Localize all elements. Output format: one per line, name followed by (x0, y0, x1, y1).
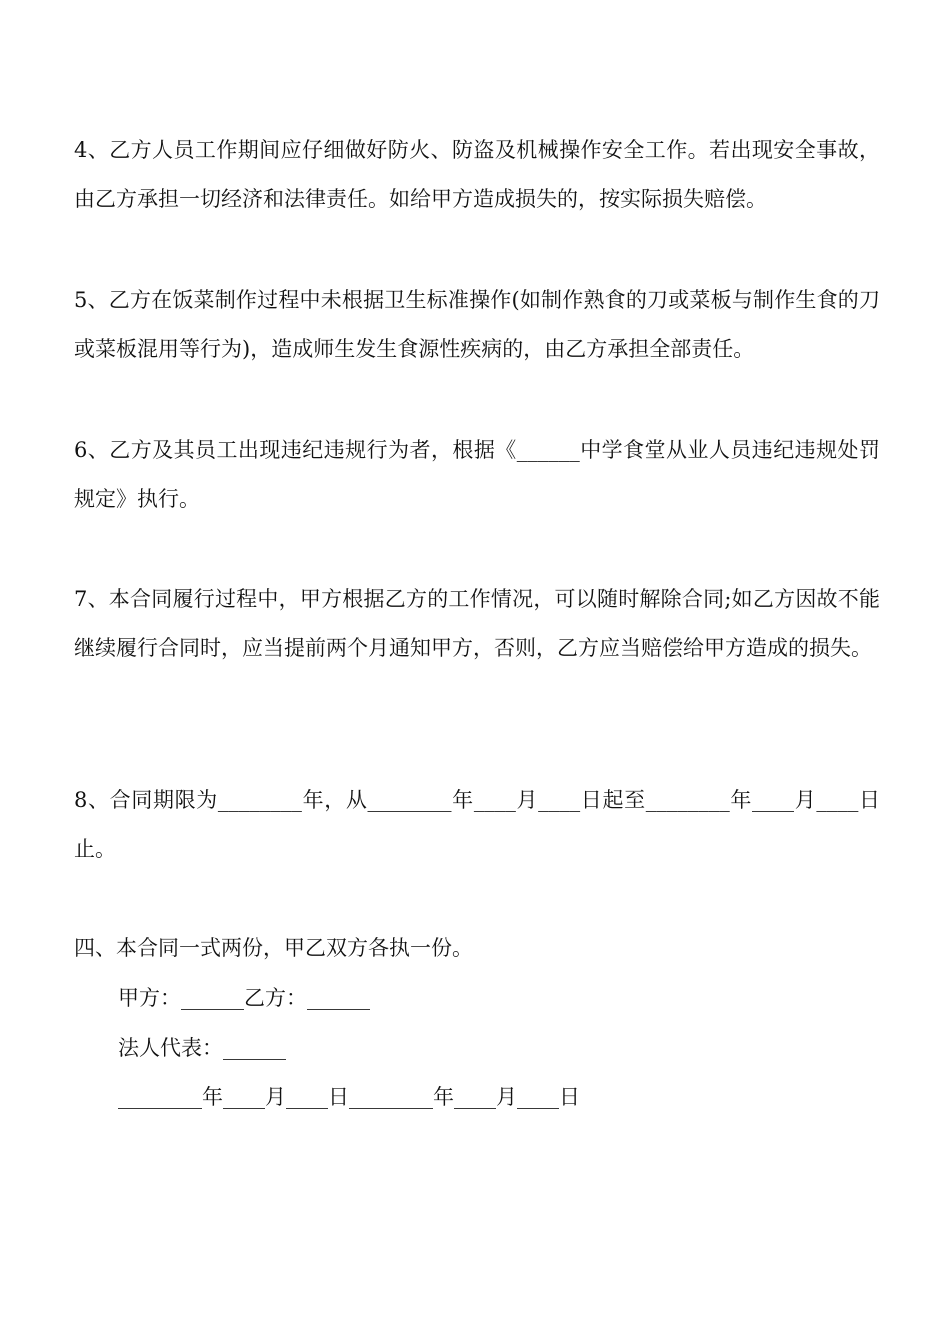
section-four-copies: 四、本合同一式两份，甲乙双方各执一份。 (74, 936, 473, 960)
clause-6: 6、乙方及其员工出现违纪违规行为者，根据《______中学食堂从业人员违纪违规处罚规定》执行。 (74, 438, 880, 511)
clause-5: 5、乙方在饭菜制作过程中未根据卫生标准操作(如制作熟食的刀或菜板与制作生食的刀或菜板混用等行为)，造成师生发生食源性疾病的，由乙方承担全部责任。 (74, 288, 880, 361)
signature-legal-rep-line: 法人代表：______ (118, 1036, 286, 1060)
clause-7: 7、本合同履行过程中，甲方根据乙方的工作情况，可以随时解除合同;如乙方因故不能继续履行合同时，应当提前两个月通知甲方，否则，乙方应当赔偿给甲方造成的损失。 (74, 587, 880, 660)
signature-parties-line: 甲方：______乙方：______ (118, 986, 370, 1010)
signature-dates-line: ________年____月____日________年____月____日 (118, 1085, 580, 1109)
clause-4: 4、乙方人员工作期间应仔细做好防火、防盗及机械操作安全工作。若出现安全事故，由乙方承担一切经济和法律责任。如给甲方造成损失的，按实际损失赔偿。 (74, 138, 880, 211)
clause-8-contract-term: 8、合同期限为________年，从________年____月____日起至________年____月____日止。 (74, 788, 880, 861)
